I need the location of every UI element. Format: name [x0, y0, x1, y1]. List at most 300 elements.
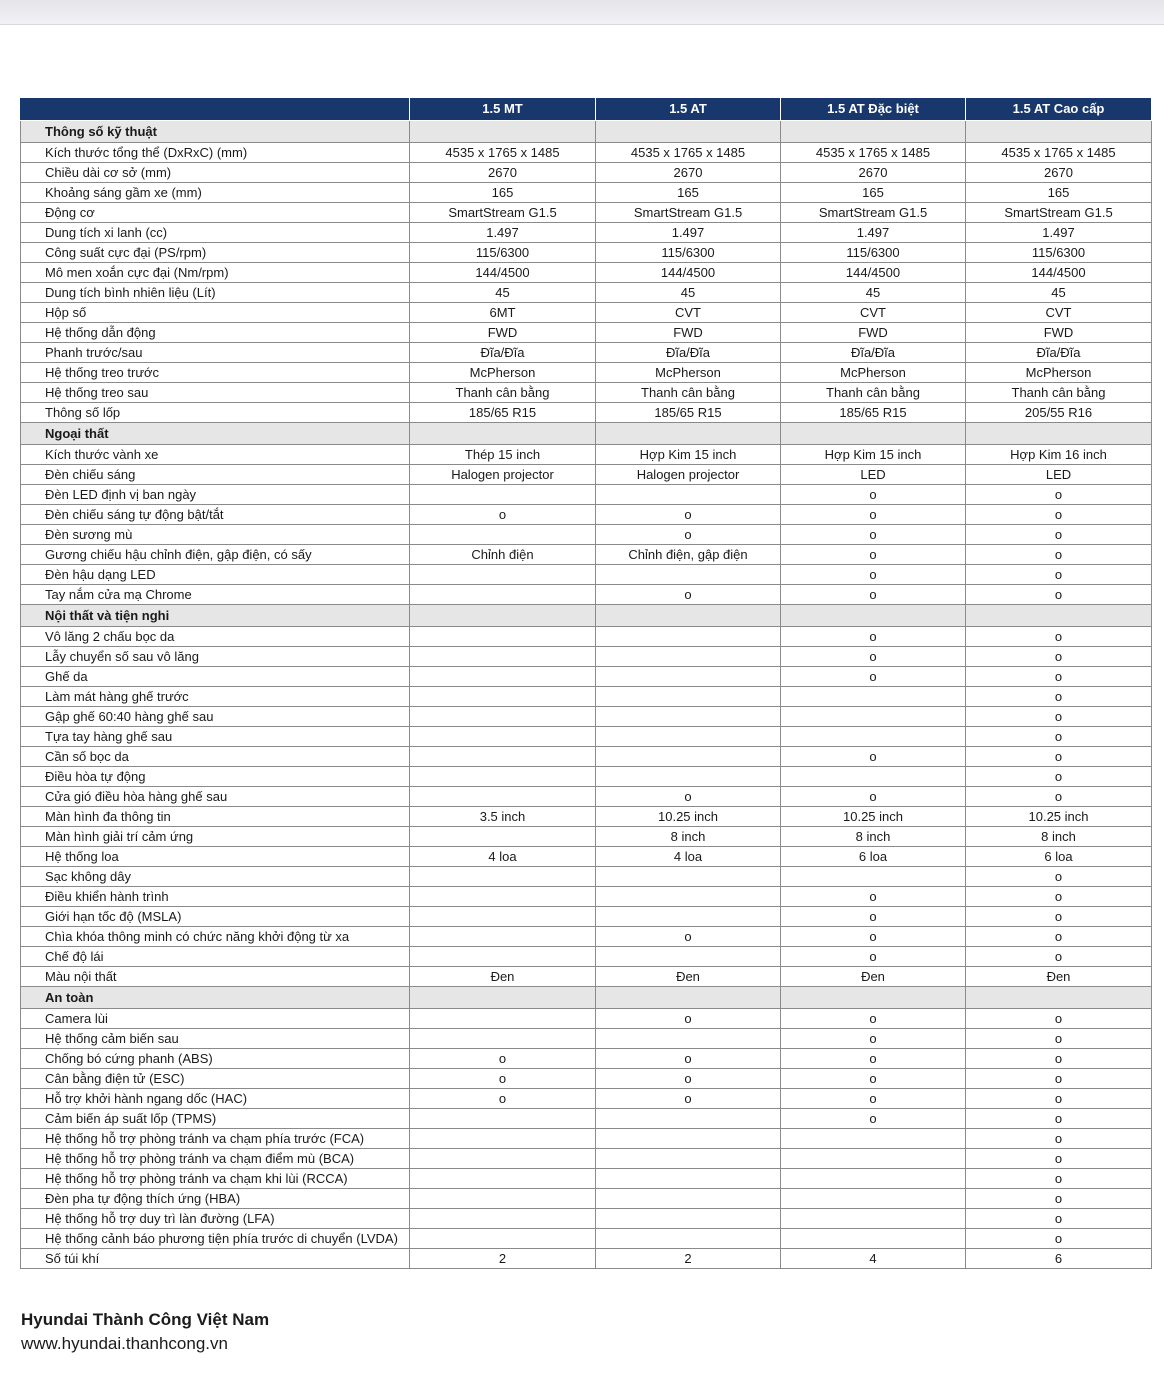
spec-value: 6MT [410, 303, 596, 323]
spec-label: Chống bó cứng phanh (ABS) [21, 1049, 410, 1069]
spec-value: 144/4500 [596, 263, 781, 283]
spec-row [21, 243, 1152, 263]
spec-value: o [966, 525, 1152, 545]
spec-label: Kích thước vành xe [21, 445, 410, 465]
spec-row [21, 1029, 1152, 1049]
spec-label: Gương chiếu hậu chỉnh điện, gập điện, có sấy [21, 545, 410, 565]
spec-value [596, 667, 781, 687]
spec-label: Gập ghế 60:40 hàng ghế sau [21, 707, 410, 727]
spec-value: 6 loa [781, 847, 966, 867]
spec-table [20, 97, 1152, 1269]
spec-value [781, 707, 966, 727]
spec-value: o [966, 565, 1152, 585]
spec-value [410, 1149, 596, 1169]
spec-value: o [596, 927, 781, 947]
spec-value: 1.497 [596, 223, 781, 243]
spec-value: Đen [410, 967, 596, 987]
spec-value: o [966, 1009, 1152, 1029]
spec-row [21, 1209, 1152, 1229]
spec-value: 185/65 R15 [596, 403, 781, 423]
spec-value [596, 1149, 781, 1169]
section-row [21, 423, 1152, 445]
spec-value: Đen [781, 967, 966, 987]
spec-row [21, 847, 1152, 867]
spec-label: Hệ thống dẫn động [21, 323, 410, 343]
spec-value: 115/6300 [966, 243, 1152, 263]
spec-value [410, 1129, 596, 1149]
spec-row [21, 565, 1152, 585]
spec-label: Đèn sương mù [21, 525, 410, 545]
spec-value: 185/65 R15 [410, 403, 596, 423]
spec-value: CVT [966, 303, 1152, 323]
spec-value: 2 [596, 1249, 781, 1269]
spec-value [410, 707, 596, 727]
spec-value: o [781, 907, 966, 927]
spec-value: o [966, 887, 1152, 907]
spec-value: Đĩa/Đĩa [966, 343, 1152, 363]
section-empty-cell [781, 121, 966, 143]
spec-row [21, 303, 1152, 323]
spec-value: Chỉnh điện [410, 545, 596, 565]
spec-value: o [966, 1149, 1152, 1169]
spec-value [410, 867, 596, 887]
spec-value: o [596, 525, 781, 545]
spec-row [21, 1089, 1152, 1109]
spec-value: o [966, 787, 1152, 807]
spec-label: Điều hòa tự động [21, 767, 410, 787]
spec-row [21, 485, 1152, 505]
spec-row [21, 1009, 1152, 1029]
spec-row [21, 747, 1152, 767]
spec-value: Đen [596, 967, 781, 987]
spec-value [410, 947, 596, 967]
spec-value: o [596, 787, 781, 807]
spec-row [21, 627, 1152, 647]
spec-label: Hệ thống hỗ trợ phòng tránh va chạm phía trước (FCA) [21, 1129, 410, 1149]
spec-value: 10.25 inch [781, 807, 966, 827]
spec-value: o [781, 545, 966, 565]
spec-row [21, 1049, 1152, 1069]
spec-label: Tay nắm cửa mạ Chrome [21, 585, 410, 605]
spec-value: o [966, 485, 1152, 505]
spec-value [596, 627, 781, 647]
spec-value: SmartStream G1.5 [596, 203, 781, 223]
spec-value [781, 1169, 966, 1189]
header-cell-blank [21, 98, 410, 121]
spec-value: o [781, 1069, 966, 1089]
section-title: Ngoại thất [21, 423, 410, 445]
spec-value [410, 887, 596, 907]
spec-value: McPherson [781, 363, 966, 383]
spec-value: o [781, 1109, 966, 1129]
spec-value [596, 767, 781, 787]
spec-value: 2670 [410, 163, 596, 183]
spec-value [410, 907, 596, 927]
spec-label: Đèn chiếu sáng [21, 465, 410, 485]
spec-row [21, 1109, 1152, 1129]
section-empty-cell [781, 605, 966, 627]
section-row [21, 121, 1152, 143]
spec-value [781, 1129, 966, 1149]
spec-row [21, 727, 1152, 747]
spec-value: o [966, 707, 1152, 727]
spec-value [410, 1009, 596, 1029]
spec-value [596, 1209, 781, 1229]
spec-value: 4535 x 1765 x 1485 [596, 143, 781, 163]
spec-value: Halogen projector [410, 465, 596, 485]
spec-row [21, 1149, 1152, 1169]
spec-value: o [966, 505, 1152, 525]
spec-row [21, 163, 1152, 183]
spec-value: o [966, 1049, 1152, 1069]
spec-value: McPherson [966, 363, 1152, 383]
footer-website: www.hyundai.thanhcong.vn [21, 1334, 228, 1353]
header-cell-1-5-at-cao-cap: 1.5 AT Cao cấp [966, 98, 1152, 121]
spec-label: Đèn hậu dạng LED [21, 565, 410, 585]
spec-value: FWD [410, 323, 596, 343]
spec-value: o [966, 1109, 1152, 1129]
spec-row [21, 343, 1152, 363]
spec-value [410, 1109, 596, 1129]
spec-value [410, 627, 596, 647]
spec-value: o [781, 947, 966, 967]
spec-value: o [410, 505, 596, 525]
spec-value: o [410, 1089, 596, 1109]
spec-value: o [781, 1089, 966, 1109]
spec-row [21, 383, 1152, 403]
spec-value: 1.497 [966, 223, 1152, 243]
spec-label: Hộp số [21, 303, 410, 323]
spec-label: Ghế da [21, 667, 410, 687]
spec-label: Hệ thống hỗ trợ duy trì làn đường (LFA) [21, 1209, 410, 1229]
spec-value [781, 727, 966, 747]
spec-row [21, 787, 1152, 807]
spec-label: Khoảng sáng gầm xe (mm) [21, 183, 410, 203]
spec-value: o [410, 1069, 596, 1089]
spec-value [781, 1149, 966, 1169]
spec-value: 45 [966, 283, 1152, 303]
spec-value: LED [966, 465, 1152, 485]
spec-value [596, 947, 781, 967]
spec-value [410, 647, 596, 667]
spec-label: Kích thước tổng thể (DxRxC) (mm) [21, 143, 410, 163]
spec-value: 45 [781, 283, 966, 303]
spec-label: Dung tích xi lanh (cc) [21, 223, 410, 243]
spec-label: Màn hình giải trí cảm ứng [21, 827, 410, 847]
spec-label: Lẫy chuyển số sau vô lăng [21, 647, 410, 667]
spec-value: o [966, 727, 1152, 747]
spec-value: o [966, 1209, 1152, 1229]
spec-value: 2670 [781, 163, 966, 183]
spec-value: Hợp Kim 15 inch [596, 445, 781, 465]
spec-value: o [966, 767, 1152, 787]
spec-label: Hệ thống treo trước [21, 363, 410, 383]
spec-value: 165 [781, 183, 966, 203]
spec-value [781, 1209, 966, 1229]
spec-label: Cần số bọc da [21, 747, 410, 767]
spec-label: Màu nội thất [21, 967, 410, 987]
spec-value: Thanh cân bằng [410, 383, 596, 403]
spec-row [21, 887, 1152, 907]
spec-value: 115/6300 [410, 243, 596, 263]
spec-label: Hệ thống cảm biến sau [21, 1029, 410, 1049]
spec-value [596, 1029, 781, 1049]
spec-row [21, 1189, 1152, 1209]
spec-value: o [966, 747, 1152, 767]
spec-value: 45 [596, 283, 781, 303]
spec-value [781, 687, 966, 707]
spec-label: Chìa khóa thông minh có chức năng khởi động từ xa [21, 927, 410, 947]
spec-value: o [596, 505, 781, 525]
spec-value: o [781, 525, 966, 545]
spec-row [21, 807, 1152, 827]
spec-value: 2670 [596, 163, 781, 183]
spec-row [21, 827, 1152, 847]
spec-value: 6 loa [966, 847, 1152, 867]
spec-label: Sạc không dây [21, 867, 410, 887]
section-empty-cell [781, 423, 966, 445]
spec-value [781, 867, 966, 887]
spec-row [21, 867, 1152, 887]
spec-value: o [966, 545, 1152, 565]
spec-value: 205/55 R16 [966, 403, 1152, 423]
section-empty-cell [410, 987, 596, 1009]
spec-label: Chế độ lái [21, 947, 410, 967]
spec-value [410, 565, 596, 585]
spec-value: 4 [781, 1249, 966, 1269]
spec-value: o [781, 927, 966, 947]
spec-value: 4535 x 1765 x 1485 [781, 143, 966, 163]
section-empty-cell [596, 987, 781, 1009]
spec-value [410, 747, 596, 767]
section-empty-cell [966, 987, 1152, 1009]
spec-value [596, 1129, 781, 1149]
spec-value [596, 907, 781, 927]
spec-value [781, 767, 966, 787]
spec-value: o [781, 1049, 966, 1069]
spec-label: Điều khiển hành trình [21, 887, 410, 907]
spec-value: FWD [596, 323, 781, 343]
spec-row [21, 707, 1152, 727]
spec-value: 3.5 inch [410, 807, 596, 827]
spec-value: Đĩa/Đĩa [781, 343, 966, 363]
spec-value: FWD [781, 323, 966, 343]
spec-value [410, 1169, 596, 1189]
spec-value: 10.25 inch [966, 807, 1152, 827]
spec-value: Đĩa/Đĩa [596, 343, 781, 363]
spec-row [21, 1229, 1152, 1249]
spec-row [21, 465, 1152, 485]
spec-value: o [781, 627, 966, 647]
spec-label: Cảm biến áp suất lốp (TPMS) [21, 1109, 410, 1129]
spec-row [21, 967, 1152, 987]
spec-value: o [966, 687, 1152, 707]
spec-value: 165 [596, 183, 781, 203]
spec-value: 115/6300 [596, 243, 781, 263]
spec-value [781, 1229, 966, 1249]
spec-value [596, 565, 781, 585]
spec-value [781, 1189, 966, 1209]
spec-value: FWD [966, 323, 1152, 343]
spec-value: Đĩa/Đĩa [410, 343, 596, 363]
spec-value [410, 1229, 596, 1249]
spec-value: o [781, 1009, 966, 1029]
spec-value: o [966, 627, 1152, 647]
spec-value [596, 1189, 781, 1209]
spec-label: Vô lăng 2 chấu bọc da [21, 627, 410, 647]
spec-value [596, 1109, 781, 1129]
spec-value [596, 485, 781, 505]
spec-value: 45 [410, 283, 596, 303]
spec-label: Giới hạn tốc độ (MSLA) [21, 907, 410, 927]
spec-value: McPherson [596, 363, 781, 383]
spec-value [410, 767, 596, 787]
spec-row [21, 203, 1152, 223]
spec-value: 144/4500 [966, 263, 1152, 283]
spec-row [21, 445, 1152, 465]
spec-value: o [596, 1069, 781, 1089]
spec-row [21, 767, 1152, 787]
spec-value: o [966, 647, 1152, 667]
spec-value: Thanh cân bằng [781, 383, 966, 403]
spec-value: SmartStream G1.5 [410, 203, 596, 223]
spec-value: o [781, 647, 966, 667]
spec-label: Thông số lốp [21, 403, 410, 423]
top-bar [0, 0, 1164, 25]
spec-row [21, 263, 1152, 283]
spec-value: o [966, 585, 1152, 605]
spec-value [410, 485, 596, 505]
spec-value [410, 1189, 596, 1209]
spec-row [21, 687, 1152, 707]
spec-row [21, 403, 1152, 423]
spec-value: o [966, 927, 1152, 947]
section-row [21, 605, 1152, 627]
spec-value: 6 [966, 1249, 1152, 1269]
spec-value: Halogen projector [596, 465, 781, 485]
spec-value: Đen [966, 967, 1152, 987]
spec-row [21, 1069, 1152, 1089]
spec-value: SmartStream G1.5 [966, 203, 1152, 223]
spec-value: o [410, 1049, 596, 1069]
spec-value: o [781, 787, 966, 807]
spec-value: 185/65 R15 [781, 403, 966, 423]
section-title: Thông số kỹ thuật [21, 121, 410, 143]
section-empty-cell [410, 605, 596, 627]
spec-label: Hệ thống loa [21, 847, 410, 867]
spec-value: CVT [781, 303, 966, 323]
spec-value: Hợp Kim 15 inch [781, 445, 966, 465]
spec-value [596, 747, 781, 767]
spec-value: 144/4500 [781, 263, 966, 283]
spec-label: Mô men xoắn cực đại (Nm/rpm) [21, 263, 410, 283]
spec-label: Chiều dài cơ sở (mm) [21, 163, 410, 183]
spec-value: 165 [410, 183, 596, 203]
spec-value: o [781, 485, 966, 505]
header-cell-1-5-mt: 1.5 MT [410, 98, 596, 121]
spec-value: o [966, 947, 1152, 967]
spec-row [21, 1129, 1152, 1149]
spec-value: 2670 [966, 163, 1152, 183]
spec-value: o [966, 1089, 1152, 1109]
spec-label: Cửa gió điều hòa hàng ghế sau [21, 787, 410, 807]
spec-value: o [966, 667, 1152, 687]
spec-label: Số túi khí [21, 1249, 410, 1269]
section-title: An toàn [21, 987, 410, 1009]
spec-value [410, 827, 596, 847]
section-empty-cell [410, 121, 596, 143]
spec-value [596, 867, 781, 887]
spec-body [21, 121, 1152, 1269]
spec-value [596, 1229, 781, 1249]
spec-value: Thép 15 inch [410, 445, 596, 465]
spec-value: o [966, 1029, 1152, 1049]
section-empty-cell [966, 423, 1152, 445]
spec-value: Thanh cân bằng [596, 383, 781, 403]
spec-value: o [966, 1129, 1152, 1149]
spec-label: Đèn LED định vị ban ngày [21, 485, 410, 505]
spec-value: 2 [410, 1249, 596, 1269]
spec-value: o [781, 1029, 966, 1049]
spec-value: o [966, 1189, 1152, 1209]
spec-label: Cân bằng điện tử (ESC) [21, 1069, 410, 1089]
spec-value [410, 687, 596, 707]
spec-value: 4535 x 1765 x 1485 [966, 143, 1152, 163]
spec-value [596, 727, 781, 747]
spec-value: o [781, 887, 966, 907]
spec-value: Hợp Kim 16 inch [966, 445, 1152, 465]
spec-value: o [966, 1069, 1152, 1089]
spec-value: o [966, 1169, 1152, 1189]
spec-value: 1.497 [410, 223, 596, 243]
spec-label: Động cơ [21, 203, 410, 223]
section-empty-cell [596, 605, 781, 627]
spec-value: o [966, 867, 1152, 887]
spec-value: 10.25 inch [596, 807, 781, 827]
spec-row [21, 667, 1152, 687]
spec-row [21, 1169, 1152, 1189]
footer-company: Hyundai Thành Công Việt Nam [21, 1310, 270, 1329]
spec-value: o [596, 585, 781, 605]
spec-value: o [781, 667, 966, 687]
spec-label: Camera lùi [21, 1009, 410, 1029]
spec-value: o [966, 907, 1152, 927]
spec-value [410, 667, 596, 687]
spec-value: o [596, 1009, 781, 1029]
spec-label: Đèn chiếu sáng tự động bật/tắt [21, 505, 410, 525]
spec-label: Màn hình đa thông tin [21, 807, 410, 827]
spec-value: LED [781, 465, 966, 485]
spec-row [21, 525, 1152, 545]
spec-row [21, 183, 1152, 203]
header-cell-1-5-at-dac-biet: 1.5 AT Đặc biệt [781, 98, 966, 121]
spec-value: 8 inch [966, 827, 1152, 847]
spec-label: Dung tích bình nhiên liệu (Lít) [21, 283, 410, 303]
spec-label: Phanh trước/sau [21, 343, 410, 363]
spec-label: Đèn pha tự động thích ứng (HBA) [21, 1189, 410, 1209]
spec-row [21, 143, 1152, 163]
spec-row [21, 585, 1152, 605]
spec-value [596, 687, 781, 707]
spec-value [410, 1209, 596, 1229]
spec-value: SmartStream G1.5 [781, 203, 966, 223]
spec-value: o [781, 565, 966, 585]
spec-row [21, 505, 1152, 525]
spec-value: o [596, 1089, 781, 1109]
spec-label: Công suất cực đại (PS/rpm) [21, 243, 410, 263]
spec-value: Chỉnh điện, gập điện [596, 545, 781, 565]
spec-value: o [781, 747, 966, 767]
